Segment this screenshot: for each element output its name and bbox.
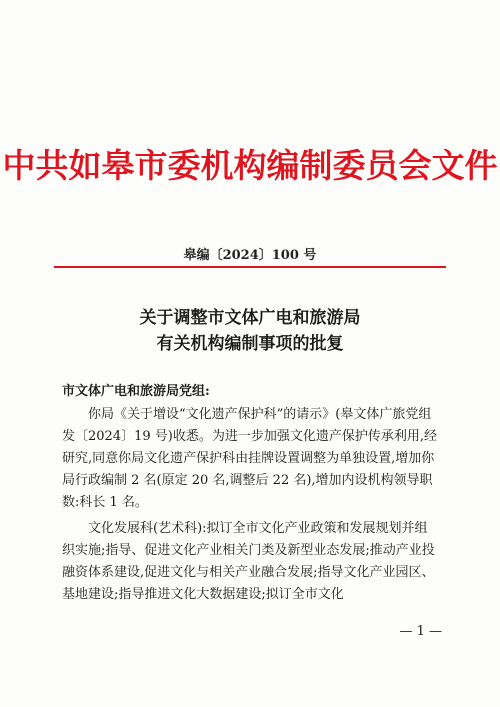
document-subject <box>0 305 500 357</box>
page-number: — 1 — <box>399 624 442 639</box>
red-divider-line <box>54 266 446 268</box>
subject-line-2: 有关机构编制事项的批复 <box>156 334 344 354</box>
subject-line-1: 关于调整市文体广电和旅游局 <box>139 308 361 328</box>
addressee: 市文体广电和旅游局党组: <box>62 384 210 399</box>
document-number: 皋编〔2024〕100 号 <box>183 248 317 263</box>
document-header-title: 中共如皋市委机构编制委员会文件 <box>2 146 498 185</box>
body-paragraph-2: 文化发展科(艺术科):拟订全市文化产业政策和发展规划并组织实施;指导、促进文化产业相关门类及新型业态发展;推动产业投融资体系建设,促进文化与相关产业融合发展;指导文化产业园区、基地建设;指导推进文化大数据建设;拟订全市文化 <box>62 521 435 602</box>
document-body <box>62 404 440 606</box>
body-paragraph-1: 你局《关于增设“文化遗产保护科”的请示》(皋文体广旅党组发〔2024〕19 号)收悉。为进一步加强文化遗产保护传承利用,经研究,同意你局文化遗产保护科由挂牌设置调整为单独设置,增加你局行政编制 2 名(原定 20 名,调整后 22 名),增加内设机构领导职数:科长 1 名。 <box>62 407 437 510</box>
